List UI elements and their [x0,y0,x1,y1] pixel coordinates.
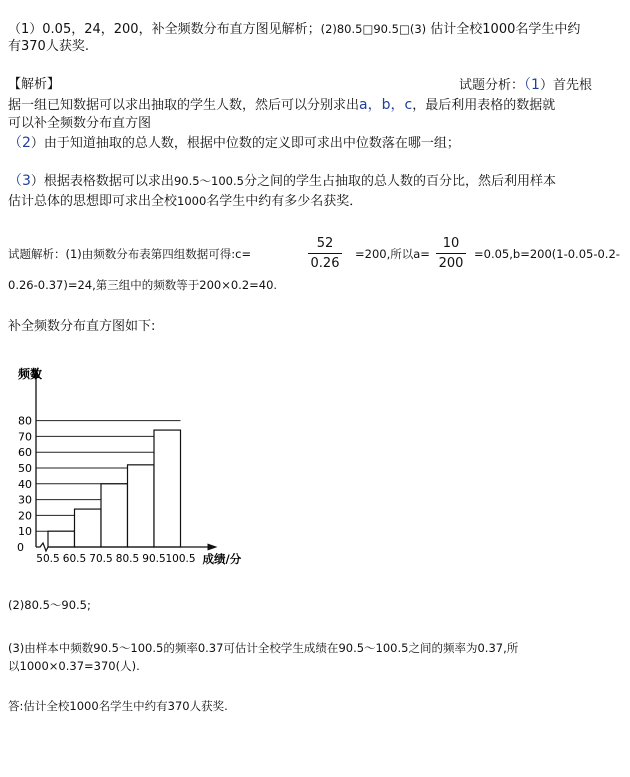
solution-line-1 [8,245,251,263]
part3-line-1 [8,639,518,657]
axis-break [36,543,48,551]
histogram-bar [48,531,75,547]
x-tick-label: 100.5 [165,553,196,565]
answer-box1: □ [362,22,374,36]
x-tick-label: 50.5 [36,553,60,565]
fraction-a-denominator: 200 [438,256,464,271]
solution-line-2 [8,276,277,294]
x-tick-label: 60.5 [62,553,87,565]
answer-part3: 90.5 [373,22,399,36]
analysis-p3-range: 90.5～100.5 [173,174,244,188]
fraction-c-numerator: 52 [316,236,334,251]
part3-line-2: 以1000×0.37=370(人). [8,659,140,673]
histogram-bar [154,430,181,547]
conclusion [8,697,228,715]
y-tick-label: 50 [18,462,32,475]
conclusion-num: 1000 [69,699,99,713]
answer-box2: □ [398,22,410,36]
part3-range2: 90.5～100.5 [338,641,409,655]
solution-complete-label: 补全频数分布直方图如下: [8,319,156,334]
y-axis-title: 频数 [18,367,43,381]
part3-a: (3)由样本中频数 [8,641,94,655]
histogram-bar [75,509,102,547]
conclusion-a: 答:估计全校 [8,699,70,713]
analysis-heading: 【解析】 [8,77,61,92]
x-axis-arrow [208,544,218,551]
histogram-bar [101,484,128,547]
analysis-p1-text-tail: ，最后利用表格的数据就 [412,98,556,113]
x-tick-label: 80.5 [115,553,140,565]
part3-b: 的频率 [163,641,198,655]
y-tick-label: 80 [18,414,32,428]
solution-mid2: =0.05,b=200(1-0.05-0.2- [474,247,620,261]
x-axis-title: 成绩/分 [202,552,242,566]
analysis-p1-vars: a，b，c [359,97,413,113]
part3-d: 之间的频率为 [408,641,478,655]
analysis-p3-line2-num: 1000 [177,194,207,208]
solution-line2-a: 0.26-0.37)=24,第三组中的频数等于 [8,278,200,292]
fraction-a [436,236,466,271]
y-tick-label: 60 [18,446,32,460]
analysis-p2 [8,134,460,153]
analysis-p1-tail: ）首先根 [539,78,592,93]
y-tick-label: 40 [18,477,32,491]
analysis-p1-line2 [8,96,555,115]
analysis-p3-line2 [8,192,362,211]
conclusion-count: 370 [167,699,190,713]
answer-line-1 [8,20,580,39]
conclusion-b: 名学生中约有 [98,699,168,713]
analysis-p3-line2-a: 估计总体的思想即可求出全校 [8,194,178,209]
solution-line2-b: 200×0.2=40. [199,278,278,292]
histogram-bar [128,465,155,547]
part3-c: 可估计全校学生成绩在 [223,641,339,655]
part3-e: ,所 [503,641,519,655]
analysis-label: 试题分析： [459,78,525,93]
solution-intro: 试题解析：(1)由频数分布表第四组数据可得:c= [8,247,252,261]
frequency-histogram [10,362,280,572]
analysis-p3-text-a: ）根据表格数据可以求出 [30,174,174,189]
part3-range1: 90.5～100.5 [93,641,164,655]
analysis-p2-text: ）由于知道抽取的总人数，根据中位数的定义即可求出中位数落在哪一组； [30,136,460,151]
fraction-c [308,236,342,271]
analysis-label-line [459,76,592,95]
answer-part4: (3) [409,22,427,36]
y-tick-label: 10 [18,525,32,539]
fraction-c-denominator: 0.26 [310,256,340,271]
y-tick-label: 30 [18,493,32,507]
analysis-p1-text: 据一组已知数据可以求出抽取的学生人数，然后可以分别求出 [8,98,360,113]
answer-part1: （1）0.05，24，200，补全频数分布直方图见解析； [8,22,321,37]
x-tick-label: 70.5 [89,553,113,565]
analysis-p2-num: （2 [8,135,31,151]
fraction-a-numerator: 10 [442,236,460,251]
solution-mid1: =200,所以a= [355,247,430,261]
analysis-p3-text-b: 分之间的学生占抽取的总人数的百分比，然后利用样本 [243,174,556,189]
origin-label: 0 [17,541,24,554]
analysis-p1-num: （1 [524,77,540,93]
analysis-p3 [8,172,556,191]
part3-rate2: 0.37 [477,641,504,655]
conclusion-c: 人获奖. [189,699,228,713]
answer-part5: 估计全校1000名学生中约 [426,22,581,37]
analysis-p1-line3: 可以补全频数分布直方图 [8,116,152,131]
part2-answer: (2)80.5～90.5; [8,598,91,612]
analysis-p3-line2-b: 名学生中约有多少名获奖． [206,194,363,209]
y-tick-label: 20 [18,509,32,523]
part3-rate1: 0.37 [197,641,224,655]
x-tick-label: 90.5 [142,553,166,565]
y-tick-label: 70 [18,430,32,444]
answer-line-2: 有370人获奖. [8,39,89,54]
analysis-p3-num: （3 [8,173,31,189]
answer-part2: (2)80.5 [320,22,363,36]
histogram-bars [48,430,181,547]
